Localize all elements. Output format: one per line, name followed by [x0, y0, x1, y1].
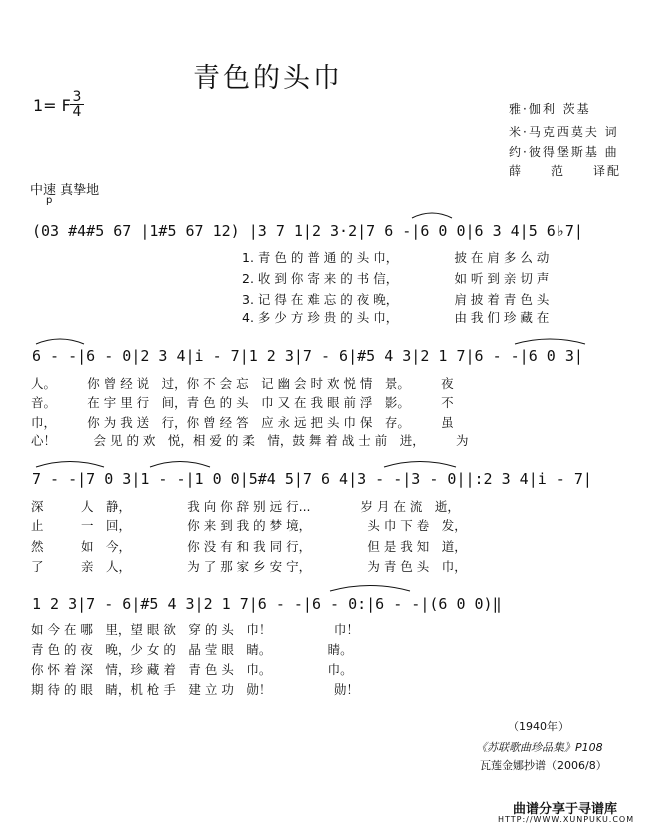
song-title: 青色的头巾 — [193, 63, 343, 94]
lyric-line-2-2: 音。 在 宇 里 行 间，青 色 的 头 巾 又 在 我 眼 前 浮 影。 不 — [31, 395, 454, 410]
tie-arc — [36, 339, 84, 344]
lyric-line-1-4: 4. 多 少 方 珍 贵 的 头 巾， 由 我 们 珍 藏 在 — [242, 310, 550, 325]
time-sig-top: 3 — [72, 89, 82, 105]
lyric-line-1-1: 1. 青 色 的 普 通 的 头 巾， 披 在 肩 多 么 动 — [242, 250, 550, 265]
lyric-line-4-1: 如 今 在 哪 里，望 眼 欲 穿 的 头 巾！ 巾！ — [31, 622, 359, 637]
lyric-line-2-4: 心！ 会 见 的 欢 悦，相 爱 的 柔 情，鼓 舞 着 战 士 前 进， 为 — [31, 433, 469, 448]
dynamic-marking: p — [46, 195, 53, 206]
footer-transcriber: 瓦莲金娜抄谱（2006/8） — [480, 759, 607, 772]
credit-translator: 薛 范 译配 — [509, 164, 622, 178]
tempo-marking: 中速 真挚地 — [30, 183, 100, 198]
time-sig-bottom: 4 — [72, 104, 82, 120]
lyric-line-3-1: 深 人 静， 我 向 你 辞 别 远 行... 岁 月 在 流 逝， — [31, 499, 460, 514]
tie-arc — [384, 462, 456, 468]
lyric-line-4-4: 期 待 的 眼 睛，机 枪 手 建 立 功 勋！ 勋！ — [31, 682, 359, 697]
tie-arc — [515, 339, 585, 344]
lyric-line-4-3: 你 怀 着 深 情，珍 藏 着 青 色 头 巾。 巾。 — [31, 662, 353, 677]
tie-arc — [412, 213, 452, 218]
notation-line-3: 7 - -|7 0 3|1 - -|1 0 0|5#4 5|7 6 4|3 - -|3 - 0||:2 3 4|i - 7| — [32, 470, 592, 488]
credit-lyricist: 米·马克西莫夫 词 — [509, 125, 619, 139]
tie-arc — [36, 462, 104, 468]
lyric-line-3-3: 然 如 今， 你 没 有 和 我 同 行， 但 是 我 知 道， — [31, 539, 467, 554]
watermark-url: HTTP://WWW.XUNPUKU.COM — [498, 815, 635, 824]
footer-year: （1940年） — [508, 720, 569, 733]
credit-composer: 约·彼得堡斯基 曲 — [509, 145, 619, 159]
key-signature: 1= F — [33, 96, 71, 115]
notation-line-1: (03 #4#5 67 |1#5 67 12) |3 7 1|2 3·2|7 6 -|6 0 0|6 3 4|5 6♭7| — [32, 222, 583, 240]
lyric-line-2-3: 巾， 你 为 我 送 行，你 曾 经 答 应 永 远 把 头 巾 保 存。 虽 — [31, 415, 454, 430]
lyric-line-3-4: 了 亲 人， 为 了 那 家 乡 安 宁， 为 青 色 头 巾， — [31, 559, 467, 574]
lyric-line-1-2: 2. 收 到 你 寄 来 的 书 信， 如 听 到 亲 切 声 — [242, 271, 550, 286]
watermark-site: 曲谱分享于寻谱库 — [513, 802, 618, 817]
lyric-line-3-2: 止 一 回， 你 来 到 我 的 梦 境， 头 巾 下 卷 发， — [31, 518, 467, 533]
lyric-line-2-1: 人。 你 曾 经 说 过，你 不 会 忘 记 幽 会 时 欢 悦 情 景。 夜 — [31, 376, 454, 391]
notation-line-2: 6 - -|6 - 0|2 3 4|i - 7|1 2 3|7 - 6|#5 4 3|2 1 7|6 - -|6 0 3| — [32, 347, 583, 365]
credit-lyricist-original: 雅·伽利 茨基 — [509, 102, 591, 116]
footer-source: 《苏联歌曲珍品集》P108 — [476, 741, 603, 754]
lyric-line-1-3: 3. 记 得 在 难 忘 的 夜 晚， 肩 披 着 青 色 头 — [242, 292, 550, 307]
lyric-line-4-2: 青 色 的 夜 晚，少 女 的 晶 莹 眼 睛。 睛。 — [31, 642, 353, 657]
tie-arc — [330, 586, 410, 592]
tie-arc — [150, 462, 210, 468]
notation-line-4: 1 2 3|7 - 6|#5 4 3|2 1 7|6 - -|6 - 0:|6 - -|(6 0 0)‖ — [32, 595, 502, 613]
